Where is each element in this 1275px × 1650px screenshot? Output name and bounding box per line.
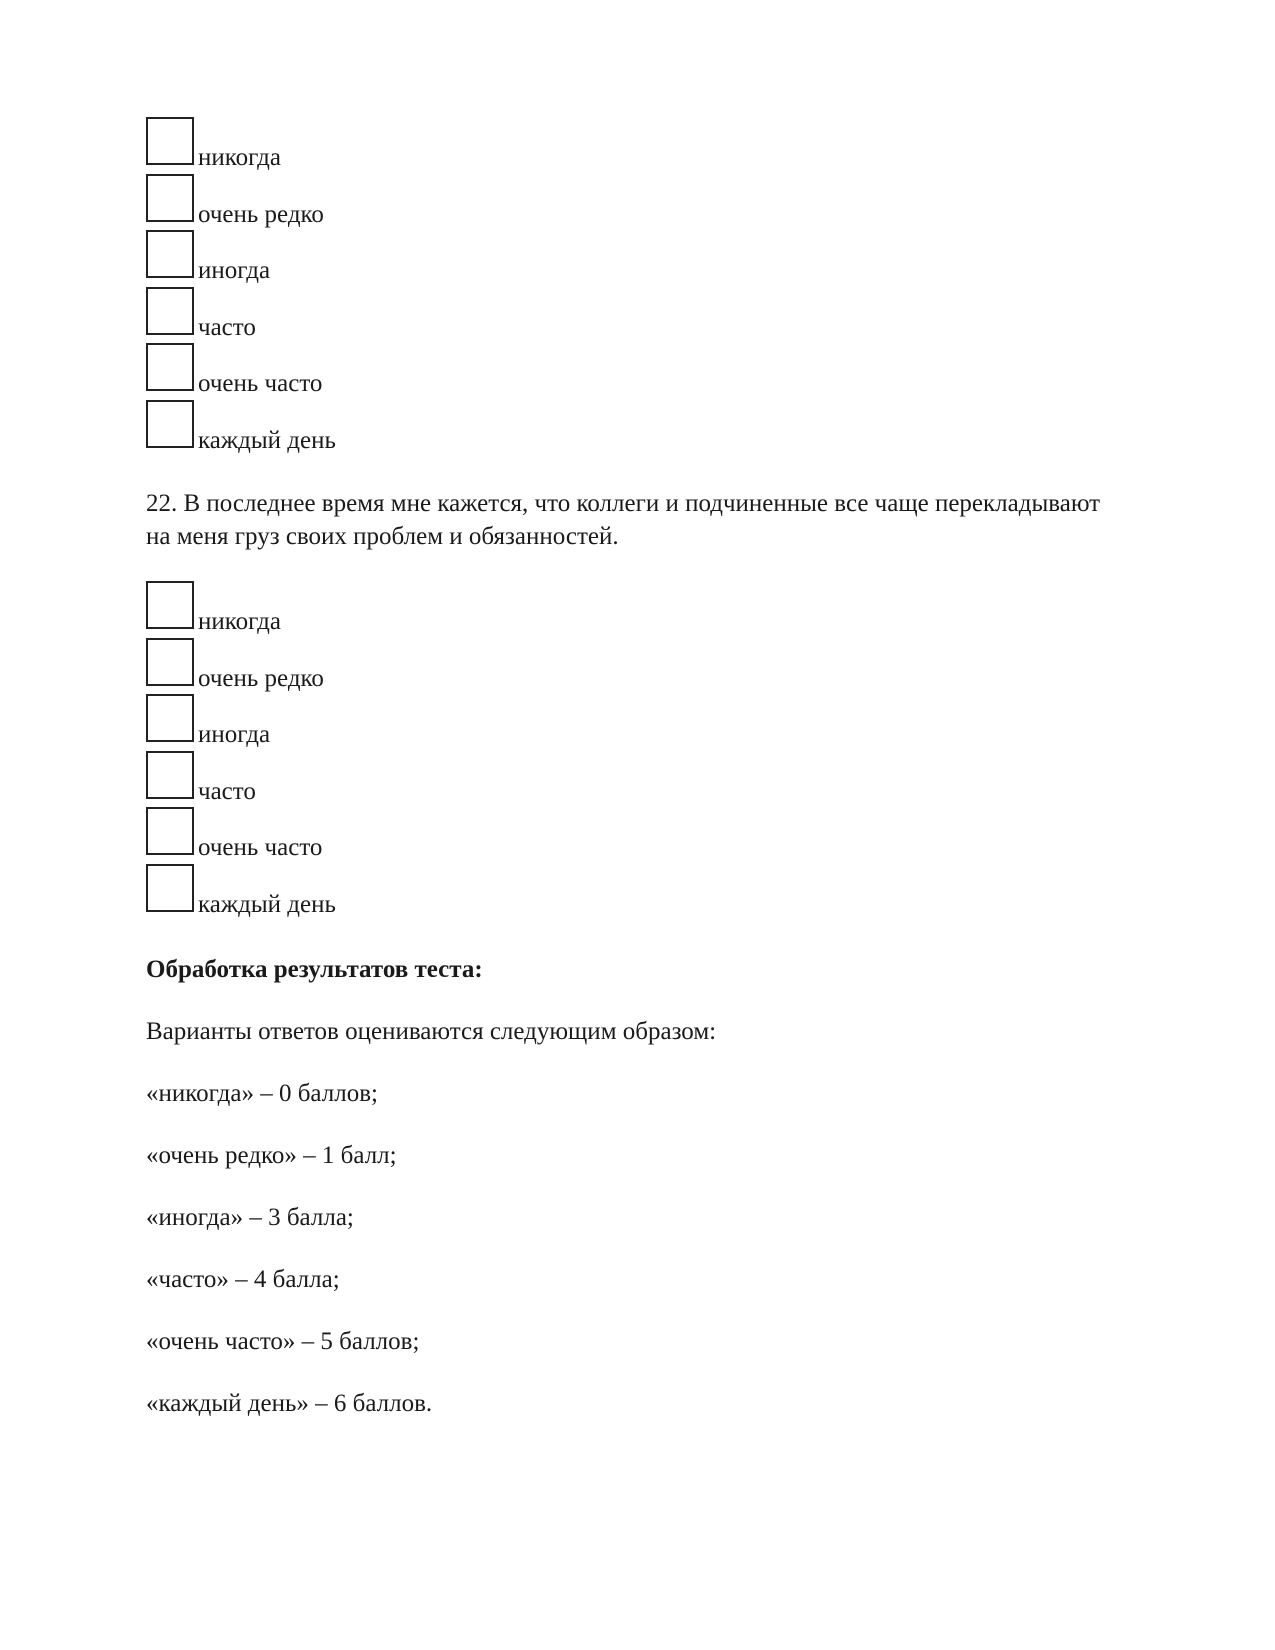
- option-label: часто: [198, 313, 256, 341]
- option-every-day[interactable]: [146, 400, 846, 457]
- option-label: очень редко: [198, 664, 324, 692]
- checkbox[interactable]: [146, 174, 194, 222]
- checkbox[interactable]: [146, 694, 194, 742]
- option-never[interactable]: [146, 117, 846, 174]
- scoring-intro: Варианты ответов оцениваются следующим образом:: [146, 1018, 717, 1045]
- option-label: очень часто: [198, 370, 323, 397]
- option-label: никогда: [198, 144, 281, 171]
- question-22-text: 22. В последнее время мне кажется, что коллеги и подчиненные все чаще перекладывают на меня груз своих проблем и обязанностей.: [146, 490, 1101, 550]
- option-label: очень редко: [198, 200, 324, 228]
- checkbox[interactable]: [146, 638, 194, 686]
- option-often[interactable]: [146, 287, 846, 344]
- option-label: иногда: [198, 257, 271, 284]
- option-never[interactable]: [146, 581, 846, 638]
- option-very-often[interactable]: [146, 343, 846, 400]
- score-line: «очень часто» – 5 баллов;: [146, 1328, 420, 1355]
- checkbox[interactable]: [146, 864, 194, 912]
- option-sometimes[interactable]: [146, 230, 846, 287]
- answer-options-q21: [146, 117, 846, 456]
- option-sometimes[interactable]: [146, 694, 846, 751]
- option-label: очень часто: [198, 834, 323, 861]
- checkbox[interactable]: [146, 751, 194, 799]
- score-line: «никогда» – 0 баллов;: [146, 1080, 378, 1107]
- checkbox[interactable]: [146, 287, 194, 335]
- score-line: «часто» – 4 балла;: [146, 1266, 340, 1293]
- option-often[interactable]: [146, 751, 846, 808]
- score-line: «иногда» – 3 балла;: [146, 1204, 354, 1231]
- option-label: никогда: [198, 608, 281, 635]
- option-label: иногда: [198, 721, 271, 748]
- score-line: «каждый день» – 6 баллов.: [146, 1390, 433, 1417]
- option-very-often[interactable]: [146, 807, 846, 864]
- score-line: «очень редко» – 1 балл;: [146, 1142, 397, 1169]
- checkbox[interactable]: [146, 117, 194, 165]
- checkbox[interactable]: [146, 807, 194, 855]
- option-label: часто: [198, 777, 256, 805]
- answer-options-q22: [146, 581, 846, 920]
- option-label: каждый день: [198, 426, 336, 454]
- option-every-day[interactable]: [146, 864, 846, 921]
- option-very-rarely[interactable]: [146, 638, 846, 695]
- results-heading: Обработка результатов теста:: [146, 956, 483, 983]
- option-very-rarely[interactable]: [146, 174, 846, 231]
- checkbox[interactable]: [146, 343, 194, 391]
- checkbox[interactable]: [146, 400, 194, 448]
- checkbox[interactable]: [146, 230, 194, 278]
- checkbox[interactable]: [146, 581, 194, 629]
- option-label: каждый день: [198, 890, 336, 918]
